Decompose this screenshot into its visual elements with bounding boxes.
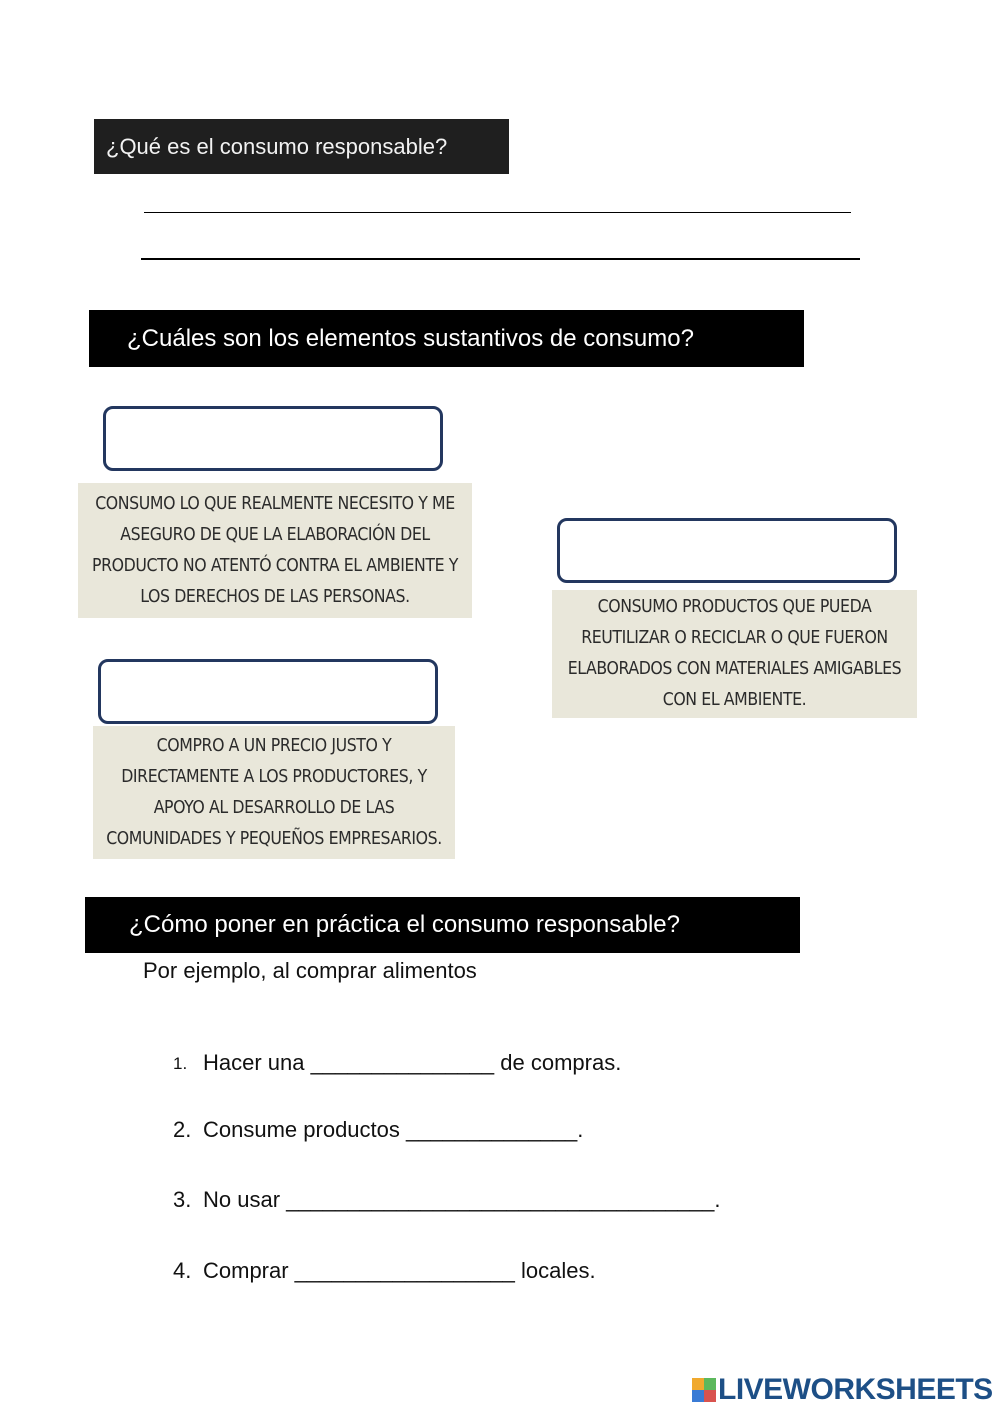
answer-box-1[interactable] (103, 406, 443, 471)
answer-line[interactable] (141, 258, 860, 260)
fill-in-sentence[interactable]: Comprar __________________ locales. (203, 1258, 596, 1283)
question-substantive-elements (89, 310, 804, 367)
liveworksheets-logo[interactable] (692, 1372, 993, 1408)
fill-in-sentence[interactable]: Consume productos ______________. (203, 1117, 584, 1142)
liveworksheets-icon (692, 1378, 716, 1402)
list-item (173, 1117, 583, 1143)
description-card-1: CONSUMO LO QUE REALMENTE NECESITO Y ME ASEGURO DE QUE LA ELABORACIÓN DEL PRODUCTO NO ATENTÓ CONTRA EL AMBIENTE Y LOS DERECHOS DE LAS PERSONAS. (78, 483, 472, 618)
question-text: ¿Qué es el consumo responsable? (106, 133, 448, 159)
fill-in-sentence[interactable]: Hacer una _______________ de compras. (203, 1050, 622, 1075)
answer-line[interactable] (144, 212, 851, 213)
question-text: ¿Cómo poner en práctica el consumo responsable? (129, 911, 680, 938)
description-card-3: COMPRO A UN PRECIO JUSTO Y DIRECTAMENTE A LOS PRODUCTORES, Y APOYO AL DESARROLLO DE LAS COMUNIDADES Y PEQUEÑOS EMPRESARIOS. (93, 726, 455, 859)
list-number: 4. (173, 1258, 192, 1283)
list-item (173, 1050, 621, 1078)
list-number: 3. (173, 1187, 192, 1212)
list-item (173, 1258, 596, 1284)
brand-name: LIVEWORKSHEETS (718, 1373, 993, 1406)
answer-box-3[interactable] (98, 659, 438, 724)
list-number: 2. (173, 1117, 192, 1142)
example-text: Por ejemplo, al comprar alimentos (143, 958, 477, 983)
fill-in-sentence[interactable]: No usar ___________________________________. (203, 1187, 721, 1212)
list-number: 1. (173, 1054, 188, 1073)
question-text: ¿Cuáles son los elementos sustantivos de consumo? (127, 324, 694, 352)
question-how-to-practice (85, 897, 800, 953)
answer-box-2[interactable] (557, 518, 897, 583)
list-item (173, 1187, 721, 1213)
description-card-2: CONSUMO PRODUCTOS QUE PUEDA REUTILIZAR O RECICLAR O QUE FUERON ELABORADOS CON MATERIALES AMIGABLES CON EL AMBIENTE. (552, 590, 917, 718)
question-what-is-responsible-consumption (94, 119, 509, 174)
